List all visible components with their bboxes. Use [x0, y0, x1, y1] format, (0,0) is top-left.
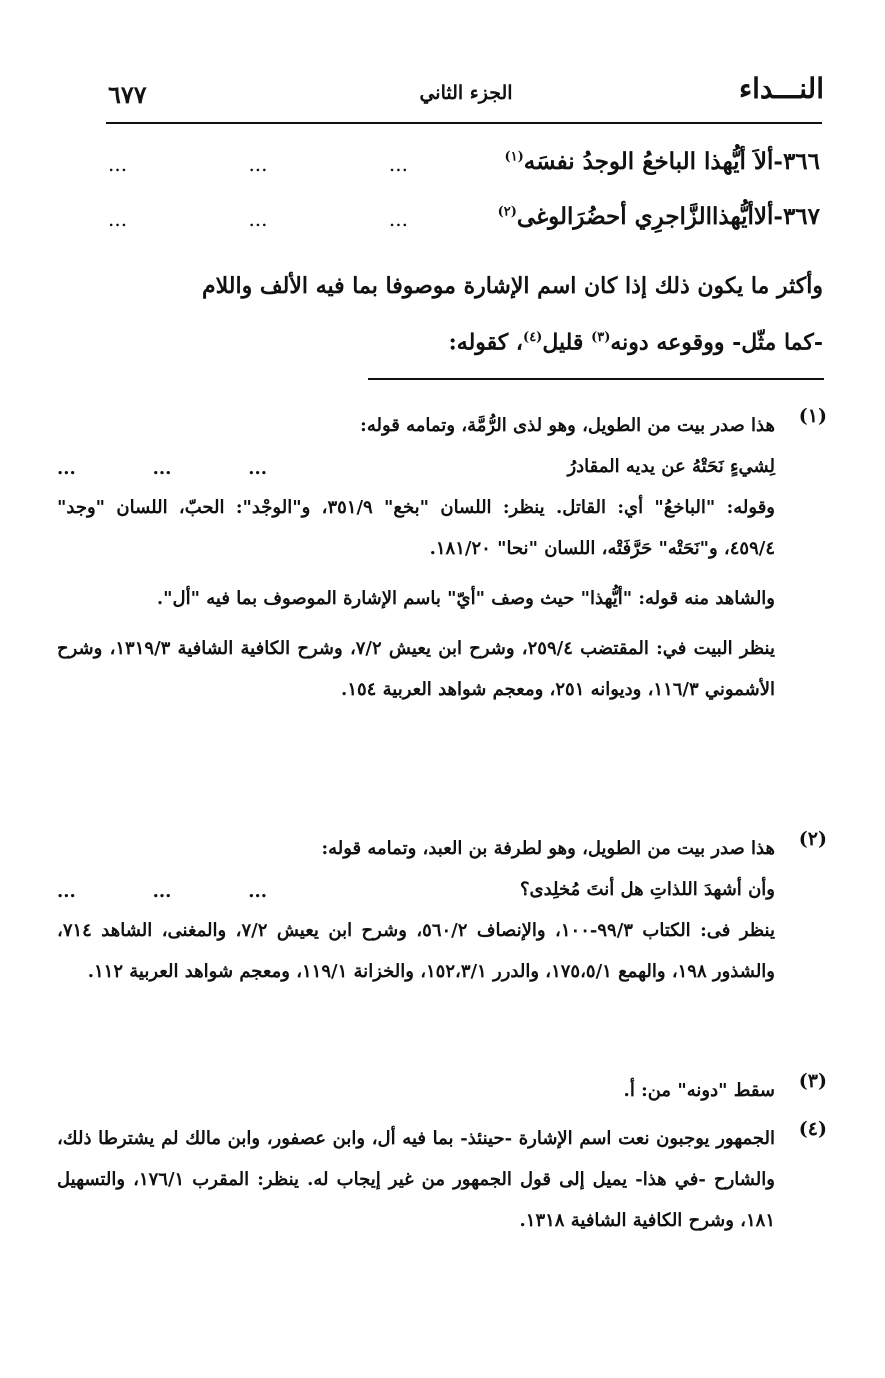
verse-text — [504, 148, 820, 175]
ellipsis: ... — [108, 152, 128, 176]
footnote-number: (٣) — [798, 1070, 827, 1092]
footnote-ref: (٢) — [497, 204, 517, 220]
footnote-shahid: والشاهد منه قوله: "أيُّهذا" حيث وصف "أيّ" باسم الإشارة الموصوف بما فيه "أل". — [156, 588, 775, 609]
ellipsis: ... — [388, 152, 408, 176]
ellipsis-row — [57, 871, 267, 912]
verse-hemistich: وأن أشهدَ اللذاتِ هل أنتَ مُخلِدى؟ — [519, 879, 775, 900]
footnote-3 — [57, 1070, 827, 1111]
paragraph-text: قليل — [542, 329, 592, 356]
ellipsis-row — [108, 207, 408, 231]
part-title: الجزء الثاني — [419, 82, 513, 104]
paragraph-text: -كما مثّل- ووقوعه دونه — [610, 329, 823, 356]
ellipsis: ... — [248, 152, 268, 176]
footnote-number: (٢) — [798, 828, 827, 850]
verse-text — [498, 203, 820, 230]
footnote-ref: (١) — [504, 149, 524, 165]
footnote-verse — [57, 446, 775, 487]
verse-body: -ألاَ أيُّهذا الباخعُ الوجدُ نفسَه — [523, 148, 783, 175]
ellipsis: ... — [57, 881, 76, 902]
ellipsis: ... — [152, 458, 172, 479]
paragraph-text: ، كقوله: — [448, 329, 524, 356]
page-number: ٦٧٧ — [108, 80, 147, 109]
ellipsis: ... — [108, 207, 128, 231]
footnote-sources: ينظر البيت في: المقتضب ٢٥٩/٤، وشرح ابن يعيش ٧/٢، وشرح الكافية الشافية ١٣١٩/٣، وشرح الأشموني ١١٦/٣، وديوانه ٢٥١، ومعجم شواهد العربية ١٥٤. — [57, 638, 775, 700]
footnote-1 — [57, 405, 827, 710]
verse-number: ٣٦٦ — [782, 148, 820, 175]
paragraph-line: وأكثر ما يكون ذلك إذا كان اسم الإشارة موصوفا بما فيه الألف واللام — [202, 273, 823, 299]
footnote-ref: (٣) — [591, 330, 611, 345]
page-header — [108, 72, 824, 122]
footnote-intro: هذا صدر بيت من الطويل، وهو لذى الرُّمَّة، وتمامه قوله: — [360, 415, 775, 436]
footnote-text: الجمهور يوجبون نعت اسم الإشارة -حينئذ- بما فيه أل، وابن عصفور، وابن مالك لم يشترطا ذلك، والشارح -في هذا- يميل إلى قول الجمهور من غير إيجاب له. ينظر: المقرب ١٧٦/١، والتسهيل ١٨١، وشرح الكافية الشافية ١٣١٨. — [57, 1128, 775, 1231]
paragraph-line — [103, 312, 823, 368]
footnote-ref: (٤) — [523, 330, 543, 345]
footnote-sources: ينظر فى: الكتاب ٩٩/٣-١٠٠، والإنصاف ٥٦٠/٢، وشرح ابن يعيش ٧/٢، والمغنى، الشاهد ٧١٤، والشذور ١٩٨، والهمع ١٧٥،٥/١، والدرر ١٥٢،٣/١، والخزانة ١١٩/١، ومعجم شواهد العربية ١١٢. — [57, 920, 775, 982]
footnote-separator — [368, 378, 824, 380]
ellipsis-row — [108, 152, 408, 176]
verse-hemistich: لِشيءٍ نَحَتْهُ عن يديه المقادرُ — [567, 456, 775, 477]
footnote-2 — [57, 828, 827, 992]
body-paragraph — [103, 260, 823, 368]
ellipsis: ... — [57, 458, 76, 479]
ellipsis: ... — [248, 881, 267, 902]
header-rule — [106, 122, 822, 124]
verse-367 — [108, 203, 820, 243]
verse-number: ٣٦٧ — [782, 203, 820, 230]
ellipsis: ... — [388, 207, 408, 231]
ellipsis: ... — [152, 881, 172, 902]
ellipsis: ... — [248, 207, 268, 231]
footnote-intro: هذا صدر بيت من الطويل، وهو لطرفة بن العبد، وتمامه قوله: — [321, 838, 775, 859]
chapter-title: النـــداء — [738, 72, 824, 105]
footnote-4 — [57, 1118, 827, 1241]
footnote-number: (١) — [798, 405, 827, 427]
ellipsis-row — [57, 448, 267, 489]
ellipsis: ... — [248, 458, 267, 479]
verse-body: -ألاأيُّهذاالزَّاجرِي أحضُرَالوغى — [516, 203, 783, 230]
verse-366 — [108, 148, 820, 188]
footnote-verse — [57, 869, 775, 910]
footnote-text: سقط "دونه" من: أ. — [623, 1080, 775, 1101]
footnote-gloss: وقوله: "الباخعُ" أي: القاتل. ينظر: اللسان "بخع" ٣٥١/٩، و"الوجْد": الحبّ، اللسان "وجد" ٤٥٩/٤، و"نَحَتْه" حَرَّفَتْه، اللسان "نحا" ١٨١/٢٠. — [57, 497, 775, 559]
footnote-number: (٤) — [798, 1118, 827, 1140]
